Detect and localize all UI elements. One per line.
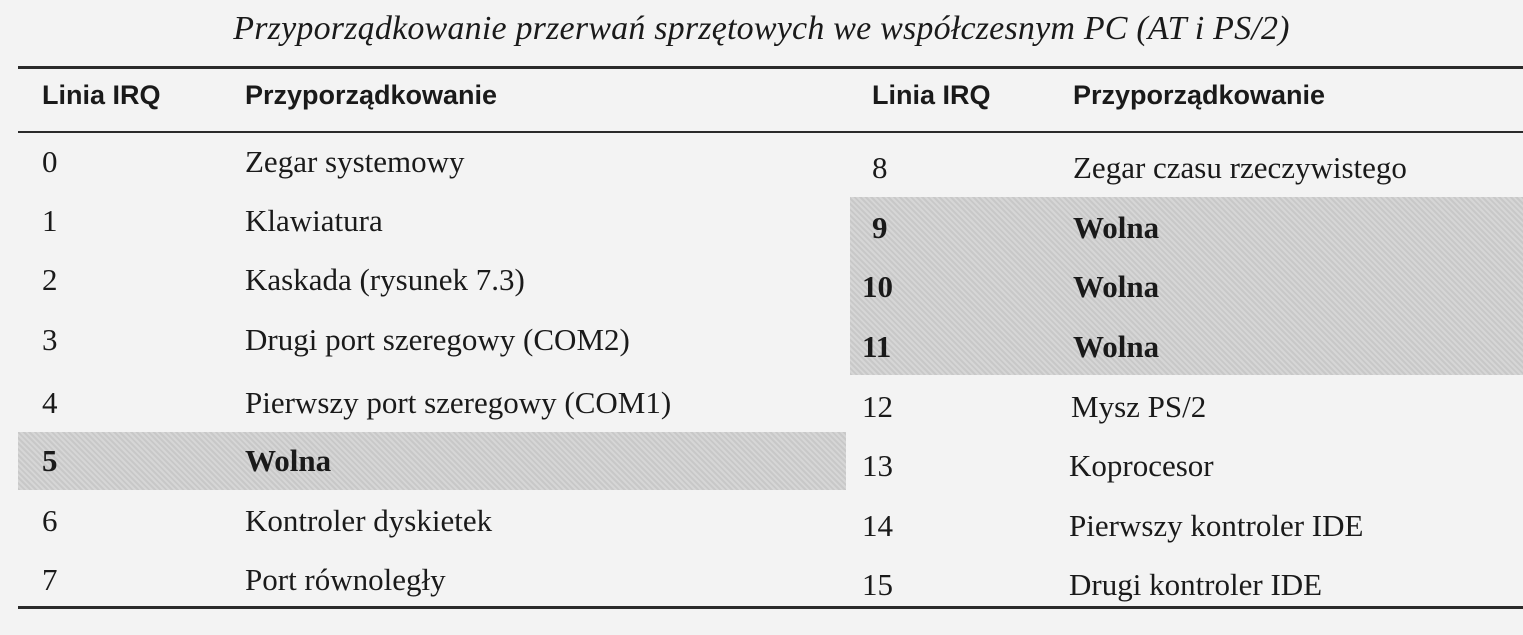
left-row-0-assignment: Zegar systemowy [245, 144, 465, 179]
right-row-14-irq: 14 [862, 508, 893, 543]
top-rule [18, 66, 1523, 69]
left-row-7-assignment: Port równoległy [245, 562, 446, 597]
table-caption: Przyporządkowanie przerwań sprzętowych we współczesnym PC (AT i PS/2) [233, 10, 1290, 47]
right-row-9-assignment: Wolna [1073, 210, 1160, 245]
left-row-4-assignment: Pierwszy port szeregowy (COM1) [245, 385, 672, 420]
left-row-7-irq: 7 [42, 562, 58, 597]
right-row-8-assignment: Zegar czasu rzeczywistego [1073, 150, 1407, 185]
right-row-12-assignment: Mysz PS/2 [1071, 389, 1207, 424]
left-row-1-irq: 1 [42, 203, 58, 238]
right-row-13-irq: 13 [862, 448, 893, 483]
header-right-irq: Linia IRQ [872, 80, 991, 110]
left-row-1-assignment: Klawiatura [245, 203, 383, 238]
left-row-3-irq: 3 [42, 322, 58, 357]
header-left-assignment: Przyporządkowanie [245, 80, 498, 110]
left-row-0-irq: 0 [42, 144, 58, 179]
right-row-13-assignment: Koprocesor [1069, 448, 1214, 483]
left-row-4-irq: 4 [42, 385, 58, 420]
right-row-12-irq: 12 [862, 389, 893, 424]
bottom-rule [18, 606, 1523, 609]
left-row-2-assignment: Kaskada (rysunek 7.3) [245, 262, 525, 297]
right-row-8-irq: 8 [872, 150, 888, 185]
right-row-11-assignment: Wolna [1073, 329, 1160, 364]
left-row-5-assignment: Wolna [245, 443, 332, 478]
free-row-highlight-right [850, 197, 1523, 375]
left-row-3-assignment: Drugi port szeregowy (COM2) [245, 322, 630, 357]
right-row-15-assignment: Drugi kontroler IDE [1069, 567, 1323, 602]
header-rule [18, 131, 1523, 133]
right-row-15-irq: 15 [862, 567, 893, 602]
left-row-2-irq: 2 [42, 262, 58, 297]
header-left-irq: Linia IRQ [42, 80, 161, 110]
right-row-9-irq: 9 [872, 210, 888, 245]
left-row-6-irq: 6 [42, 503, 58, 538]
right-row-14-assignment: Pierwszy kontroler IDE [1069, 508, 1364, 543]
right-row-10-irq: 10 [862, 269, 893, 304]
header-right-assignment: Przyporządkowanie [1073, 80, 1326, 110]
right-row-11-irq: 11 [862, 329, 892, 364]
left-row-6-assignment: Kontroler dyskietek [245, 503, 493, 538]
left-row-5-irq: 5 [42, 443, 58, 478]
right-row-10-assignment: Wolna [1073, 269, 1160, 304]
free-row-highlight-left [18, 432, 846, 490]
